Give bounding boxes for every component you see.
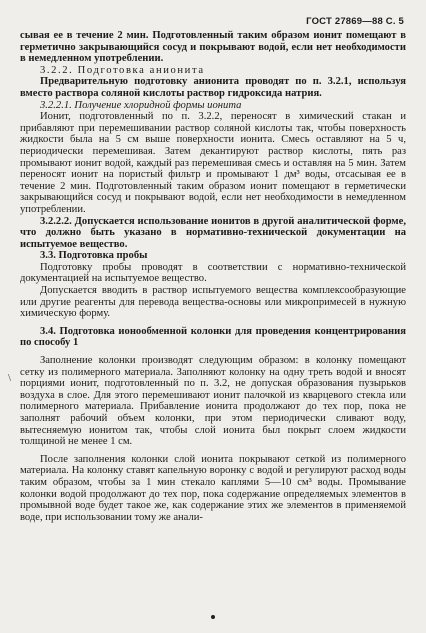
margin-mark: \ <box>8 372 12 384</box>
paragraph: 3.2.2.1. Получение хлоридной формы ионита <box>40 99 242 111</box>
paragraph: После заполнения колонки слой ионита покрывают сеткой из полимерного материала. На колонку ставят капельную воронку с водой и регулируют расход воды таким образом, чтобы за 1 мин стекало каплями 5—10 см³ воды. Промывание колонки водой продолжают до тех пор, пока содержание определяемых элементов в промывной воде будет такое же, как содержание этих же элементов в применяемой воде, при использовании тому же анали- <box>20 453 406 523</box>
paragraph: 3.3. Подготовка пробы <box>40 250 148 262</box>
paragraph: Допускается вводить в раствор испытуемого вещества комплексообразующие или другие реагенты для перевода вещества-основы или микропримесей в нужную химическую форму. <box>20 285 406 320</box>
paragraph: сывая ее в течение 2 мин. Подготовленный таким образом ионит помещают в герметично закрывающийся сосуд и покрывают водой, если нет необходимости в немедленном употреблении. <box>20 30 406 65</box>
paragraph: 3.4. Подготовка ионообменной колонки для проведения концентрирования по способу 1 <box>20 325 406 349</box>
paragraph: Предварительную подготовку анионита проводят по п. 3.2.1, используя вместо раствора соляной кислоты раствор гидроксида натрия. <box>20 76 406 99</box>
paragraph: Подготовку пробы проводят в соответствии с нормативно-технической документацией на испытуемое вещество. <box>20 261 406 285</box>
paragraph: Ионит, подготовленный по п. 3.2.2, переносят в химический стакан и прибавляют при перемешивании раствор соляной кислоты так, чтобы поверхность жидкости была на 5 см выше поверхности ионита. Смесь оставляют на 5 ч, периодически перемешивая. Затем декантируют раствор кислоты, пять раз промывают ионит водой, каждый раз перемешивая смесь и оставляя на 5 мин. Затем переносят ионит на пористый фильтр и промывают 1 дм³ воды, отсасывая ее в течение 2 мин. Подготовленный таким образом ионит помещают в герметически закрывающийся сосуд и покрывают водой, если нет необходимости в немедленном употреблении. <box>20 111 406 215</box>
body-text <box>20 30 406 523</box>
paragraph: 3.2.2. Подготовка анионита <box>40 64 205 76</box>
page-dot <box>211 615 215 619</box>
paragraph: 3.2.2.2. Допускается использование ионитов в другой аналитической форме, что должно быть указано в нормативно-технической документации на испытуемое вещество. <box>20 215 406 250</box>
paragraph: Заполнение колонки производят следующим образом: в колонку помещают сетку из полимерного материала. Заполняют колонку на одну треть водой и вносят порциями ионит, подготовленный по п. 3.2, не допуская образования пузырьков воздуха в слое. Для этого перемешивают ионит палочкой из кварцевого стекла или полимерного материала. Прибавление ионита продолжают до тех пор, пока не заполнят рабочий объем колонки, при этом периодически сливают воду, вытесняемую ионитом так, чтобы слой ионита был покрыт слоем жидкости толщиной не менее 1 см. <box>20 355 406 448</box>
page-header: ГОСТ 27869—88 С. 5 <box>306 16 404 27</box>
